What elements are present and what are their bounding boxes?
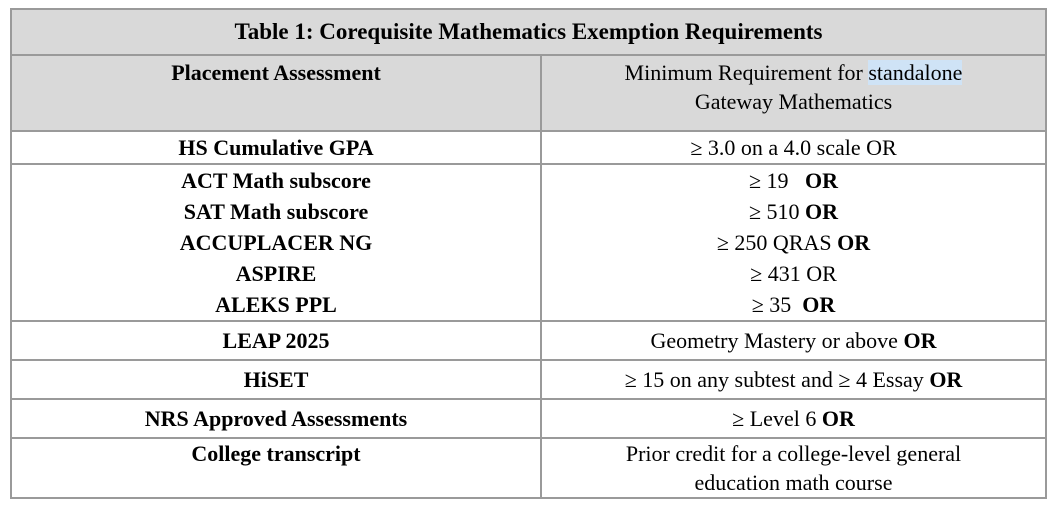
assessment-name: ALEKS PPL	[11, 289, 541, 321]
assessment-name: HS Cumulative GPA	[11, 131, 541, 164]
assessment-name: SAT Math subscore	[11, 196, 541, 227]
assessment-name: College transcript	[11, 438, 541, 498]
table-title: Table 1: Corequisite Mathematics Exemption Requirements	[11, 9, 1046, 55]
assessment-name: LEAP 2025	[11, 321, 541, 360]
assessment-name: ACCUPLACER NG	[11, 227, 541, 258]
requirement-value: ≥ 510 OR	[541, 196, 1046, 227]
assessment-name: ACT Math subscore	[11, 164, 541, 196]
column-header-requirement: Minimum Requirement for standalone Gateway Mathematics	[541, 55, 1046, 131]
requirement-value: ≥ 19 OR	[541, 164, 1046, 196]
requirement-value: ≥ 431 OR	[541, 258, 1046, 289]
requirement-value: ≥ 35 OR	[541, 289, 1046, 321]
requirement-value: Prior credit for a college-level general education math course	[541, 438, 1046, 498]
exemption-requirements-table	[10, 8, 1047, 499]
column-header-assessment: Placement Assessment	[11, 55, 541, 131]
assessment-name: HiSET	[11, 360, 541, 399]
requirement-value: ≥ 15 on any subtest and ≥ 4 Essay OR	[541, 360, 1046, 399]
assessment-name: NRS Approved Assessments	[11, 399, 541, 438]
requirement-value: ≥ 3.0 on a 4.0 scale OR	[541, 131, 1046, 164]
requirement-value: Geometry Mastery or above OR	[541, 321, 1046, 360]
assessment-name: ASPIRE	[11, 258, 541, 289]
requirement-value: ≥ Level 6 OR	[541, 399, 1046, 438]
highlighted-word[interactable]: standalone	[868, 60, 963, 85]
requirement-value: ≥ 250 QRAS OR	[541, 227, 1046, 258]
